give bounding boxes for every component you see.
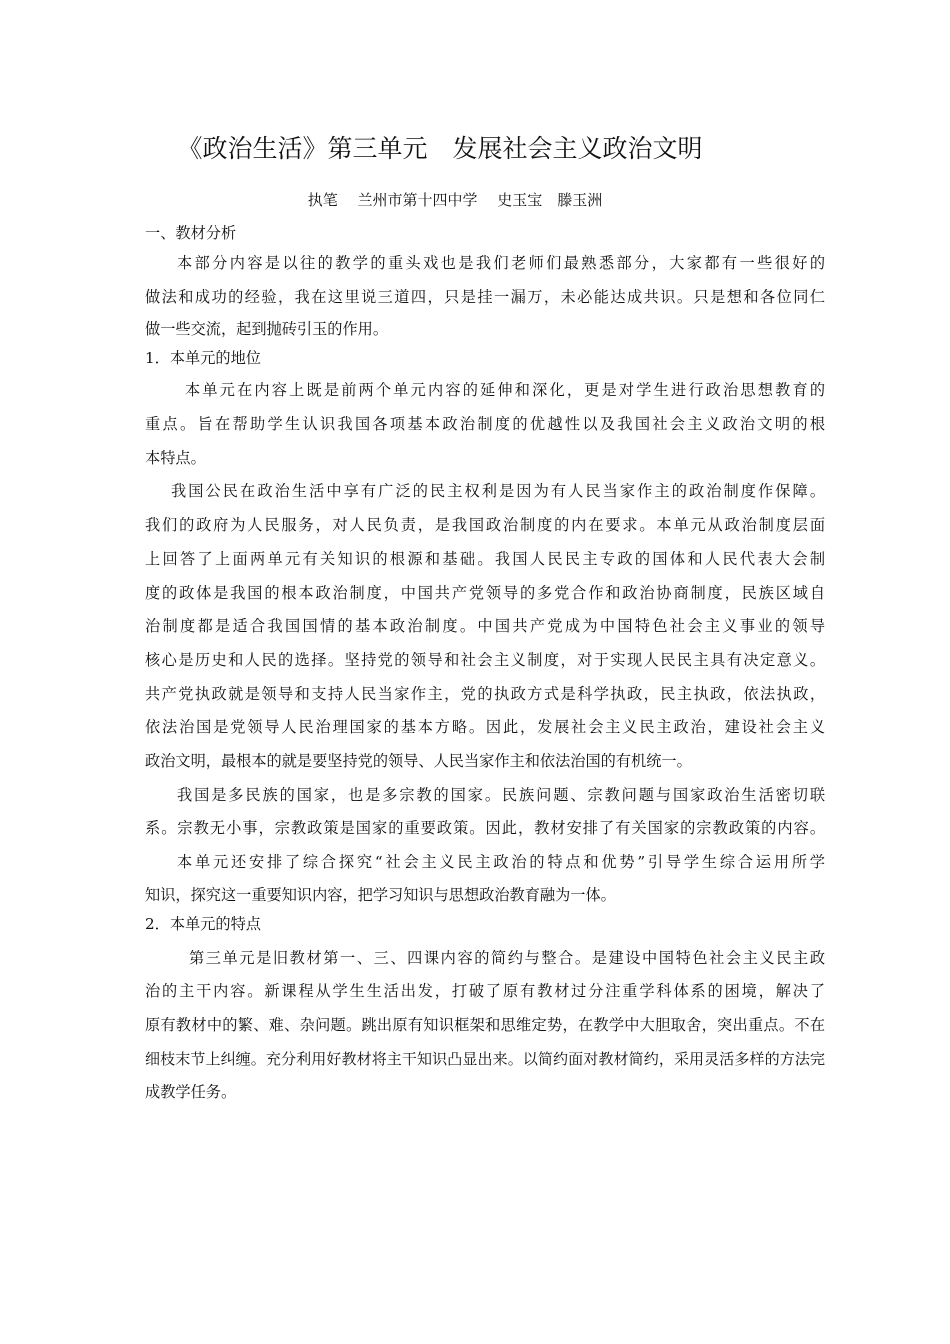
paragraph-line: 度的政体是我国的根本政治制度，中国共产党领导的多党合作和政治协商制度，民族区域自: [145, 583, 825, 602]
section-heading: 一、教材分析: [145, 224, 237, 242]
paragraph-line: 知识，探究这一重要知识内容，把学习知识与思想政治教育融为一体。: [145, 885, 616, 904]
paragraph-line: 细枝末节上纠缠。充分利用好教材将主干知识凸显出来。以简约面对教材简约，采用灵活多样的方法完: [145, 1049, 825, 1068]
paragraph-line: 第三单元是旧教材第一、三、四课内容的简约与整合。是建设中国特色社会主义民主政: [189, 948, 825, 967]
paragraph-line: 共产党执政就是领导和支持人民当家作主，党的执政方式是科学执政，民主执政，依法执政，: [145, 684, 825, 703]
author-line: 执笔 兰州市第十四中学 史玉宝 滕玉洲: [307, 191, 603, 209]
paragraph-line: 我国是多民族的国家，也是多宗教的国家。民族问题、宗教问题与国家政治生活密切联: [177, 785, 825, 804]
paragraph-line: 本单元在内容上既是前两个单元内容的延伸和深化，更是对学生进行政治思想教育的: [185, 381, 825, 400]
paragraph-line: 做法和成功的经验，我在这里说三道四，只是挂一漏万，未必能达成共识。只是想和各位同仁: [145, 287, 825, 306]
document-body: [145, 220, 825, 1110]
paragraph-line: 成教学任务。: [145, 1083, 237, 1102]
paragraph-line: 我国公民在政治生活中享有广泛的民主权利是因为有人民当家作主的政治制度作保障。: [171, 482, 825, 501]
paragraph-line: 做一些交流，起到抛砖引玉的作用。: [145, 320, 388, 339]
paragraph-line: 我们的政府为人民服务，对人民负责，是我国政治制度的内在要求。本单元从政治制度层面: [145, 516, 825, 535]
paragraph-line: 重点。旨在帮助学生认识我国各项基本政治制度的优越性以及我国社会主义政治文明的根: [145, 415, 825, 434]
document-title: 《政治生活》第三单元 发展社会主义政治文明: [177, 134, 703, 163]
subsection-heading: 1．本单元的地位: [145, 349, 261, 368]
paragraph-line: 依法治国是党领导人民治理国家的基本方略。因此，发展社会主义民主政治，建设社会主义: [145, 718, 825, 737]
paragraph-line: 原有教材中的繁、难、杂问题。跳出原有知识框架和思维定势，在教学中大胆取舍，突出重点。不在: [145, 1016, 825, 1035]
paragraph-line: 本特点。: [145, 448, 206, 467]
paragraph-line: 本部分内容是以往的教学的重头戏也是我们老师们最熟悉部分，大家都有一些很好的: [177, 254, 825, 272]
paragraph-line: 本单元还安排了综合探究“社会主义民主政治的特点和优势”引导学生综合运用所学: [177, 853, 825, 871]
paragraph-line: 治的主干内容。新课程从学生生活出发，打破了原有教材过分注重学科体系的困境，解决了: [145, 982, 825, 1001]
paragraph-line: 核心是历史和人民的选择。坚持党的领导和社会主义制度，对于实现人民民主具有决定意义。: [145, 650, 825, 669]
paragraph-line: 系。宗教无小事，宗教政策是国家的重要政策。因此，教材安排了有关国家的宗教政策的内容。: [145, 819, 825, 838]
paragraph-line: 上回答了上面两单元有关知识的根源和基础。我国人民民主专政的国体和人民代表大会制: [145, 549, 825, 568]
subsection-heading: 2．本单元的特点: [145, 914, 261, 933]
paragraph-line: 政治文明，最根本的就是要坚持党的领导、人民当家作主和依法治国的有机统一。: [145, 751, 692, 770]
paragraph-line: 治制度都是适合我国国情的基本政治制度。中国共产党成为中国特色社会主义事业的领导: [145, 617, 825, 636]
